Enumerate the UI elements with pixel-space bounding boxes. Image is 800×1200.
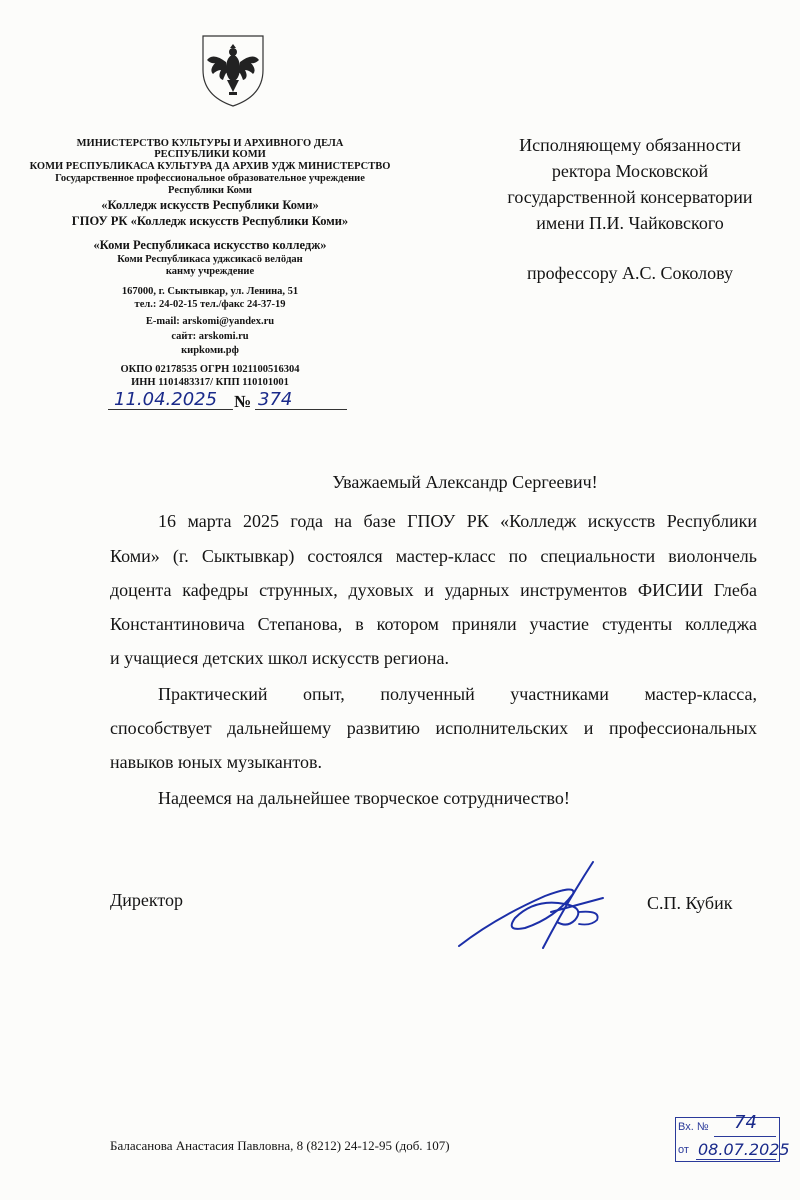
ministry-line: МИНИСТЕРСТВО КУЛЬТУРЫ И АРХИВНОГО ДЕЛА [76, 138, 344, 149]
postal-address: 167000, г. Сыктывкар, ул. Ленина, 51 [121, 286, 299, 297]
stamp-line [696, 1159, 776, 1160]
stamp-date: 08.07.2025 [698, 1140, 790, 1159]
ministry-line-komi: КОМИ РЕСПУБЛИКАСА КУЛЬТУРА ДА АРХИВ УДЖ МИНИСТЕРСТВО [29, 161, 391, 172]
college-type-komi: канму учреждение [165, 266, 255, 277]
stamp-number: 74 [734, 1112, 757, 1133]
phone-numbers: тел.: 24-02-15 тел./факс 24-37-19 [134, 299, 286, 310]
stamp-label-from: от [678, 1144, 689, 1156]
body-line: способствует дальнейшему развитию исполнительских и профессиональных [110, 718, 757, 738]
outgoing-registration [100, 387, 350, 413]
number-sign: № [234, 392, 252, 411]
college-type-komi: Коми Республикаса уджсикасӧ велӧдан [117, 254, 303, 265]
addressee-line: государственной консерватории [507, 187, 753, 207]
stamp-line [714, 1136, 776, 1137]
tax-codes: ИНН 1101483317/ КПП 110101001 [131, 377, 289, 388]
addressee-name: профессору А.С. Соколову [527, 263, 733, 283]
college-name: «Колледж искусств Республики Коми» [101, 198, 319, 212]
body-line: Практический опыт, полученный участниками мастер-класса, [158, 684, 757, 704]
body-line: Константиновича Степанова, в котором приняли участие студенты колледжа [110, 614, 757, 634]
body-line: доцента кафедры струнных, духовых и ударных инструментов ФИСИИ Глеба [110, 580, 757, 600]
letter-paragraph-3: Надеемся на дальнейшее творческое сотрудничество! [158, 788, 570, 808]
signatory-position: Директор [110, 890, 184, 910]
body-line: Коми» (г. Сыктывкар) состоялся мастер-класс по специальности виолончель [110, 546, 757, 566]
executor-contact: Баласанова Анастасия Павловна, 8 (8212) 24-12-95 (доб. 107) [110, 1138, 450, 1153]
body-line: 16 марта 2025 года на базе ГПОУ РК «Колледж искусств Республики [158, 511, 757, 531]
registration-number: 374 [258, 389, 293, 410]
body-line: навыков юных музыкантов. [110, 752, 323, 772]
signatory-name: С.П. Кубик [647, 893, 733, 913]
addressee-line: имени П.И. Чайковского [536, 213, 724, 233]
institution-type: Республики Коми [168, 185, 252, 196]
stamp-label-number: Вх. № [678, 1121, 709, 1133]
addressee-line: ректора Московской [551, 161, 709, 181]
registration-date: 11.04.2025 [114, 389, 218, 410]
college-short-name: ГПОУ РК «Колледж искусств Республики Коми» [71, 214, 349, 228]
registry-codes: ОКПО 02178535 ОГРН 1021100516304 [120, 364, 300, 375]
website: кирkоми.рф [181, 345, 239, 356]
website: сайт: arskomi.ru [171, 331, 249, 342]
handwritten-signature [455, 858, 615, 950]
email: E-mail: arskomi@yandex.ru [145, 316, 275, 327]
ministry-line: РЕСПУБЛИКИ КОМИ [154, 149, 266, 160]
coat-of-arms-icon [193, 30, 273, 110]
college-name-komi: «Коми Республикаса искусство колледж» [93, 238, 327, 252]
incoming-stamp [675, 1112, 790, 1162]
body-line: и учащиеся детских школ искусств региона. [110, 648, 449, 668]
institution-type: Государственное профессиональное образовательное учреждение [55, 173, 365, 184]
addressee-line: Исполняющему обязанности [519, 135, 741, 155]
salutation: Уважаемый Александр Сергеевич! [332, 472, 598, 492]
